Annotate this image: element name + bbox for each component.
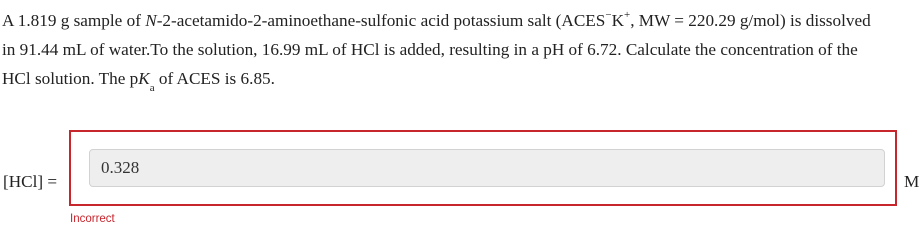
compound-name: -2-acetamido-2-aminoethane-sulfonic acid potassium salt (ACES bbox=[156, 11, 606, 30]
question-line-3-start: HCl solution. The p bbox=[2, 69, 139, 88]
ka-symbol: K bbox=[138, 69, 150, 88]
molecular-weight-text: , MW = 220.29 g/mol) is dissolved bbox=[630, 11, 871, 30]
pka-value-text: of ACES is 6.85. bbox=[154, 69, 275, 88]
plus-superscript: + bbox=[623, 9, 631, 22]
answer-container bbox=[69, 130, 897, 206]
minus-superscript: − bbox=[605, 9, 612, 22]
italic-n: N bbox=[145, 11, 157, 30]
question-line-2: in 91.44 mL of water.To the solution, 16.99 mL of HCl is added, resulting in a pH of 6.72. Calculate the concentration of the bbox=[2, 40, 858, 59]
potassium-symbol: K bbox=[611, 11, 624, 30]
question-text bbox=[2, 6, 921, 93]
incorrect-feedback: Incorrect bbox=[70, 213, 115, 225]
answer-label: [HCl] = bbox=[3, 172, 58, 191]
question-line-1 bbox=[2, 6, 921, 35]
unit-label: M bbox=[904, 172, 920, 191]
ka-subscript: a bbox=[149, 82, 155, 95]
answer-input[interactable] bbox=[89, 149, 885, 187]
question-line-3 bbox=[2, 64, 921, 93]
question-line-1-start: A 1.819 g sample of bbox=[2, 11, 146, 30]
